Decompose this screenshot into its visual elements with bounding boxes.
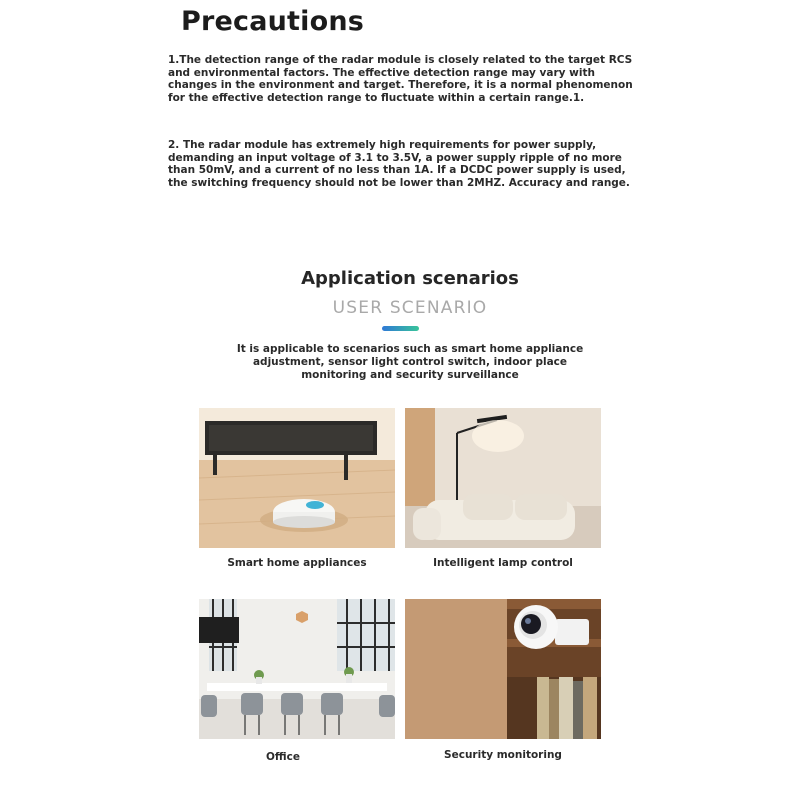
scenario-caption-lamp: Intelligent lamp control	[433, 557, 573, 569]
security-camera-image	[405, 599, 601, 739]
floor-lamp-image	[405, 408, 601, 548]
accent-bar	[382, 326, 419, 331]
scenario-image-security	[405, 599, 601, 739]
scenario-image-office	[199, 599, 395, 739]
section-title: Application scenarios	[301, 268, 519, 289]
robot-vacuum-image	[199, 408, 395, 548]
scenario-image-lamp	[405, 408, 601, 548]
precaution-paragraph-1: 1.The detection range of the radar module is closely related to the target RCS and environmental factors. The effective detection range may vary with changes in the environment and target. Therefore, it is a normal phenomenon for the effective detection range to fluctuate within a certain range.1.	[168, 54, 633, 104]
section-subtitle: USER SCENARIO	[332, 298, 488, 318]
section-description: It is applicable to scenarios such as smart home appliance adjustment, sensor light control switch, indoor place monitoring and security surveillance	[236, 343, 584, 381]
scenario-caption-office: Office	[266, 751, 300, 763]
scenario-caption-security: Security monitoring	[444, 749, 562, 761]
scenario-image-smart-home	[199, 408, 395, 548]
scenario-caption-smart-home: Smart home appliances	[227, 557, 367, 569]
office-image	[199, 599, 395, 739]
precautions-title: Precautions	[181, 6, 365, 37]
precaution-paragraph-2: 2. The radar module has extremely high requirements for power supply, demanding an input voltage of 3.1 to 3.5V, a power supply ripple of no more than 50mV, and a current of no less than 1A. If a DCDC power supply is used, the switching frequency should not be lower than 2MHZ. Accuracy and range.	[168, 139, 630, 189]
